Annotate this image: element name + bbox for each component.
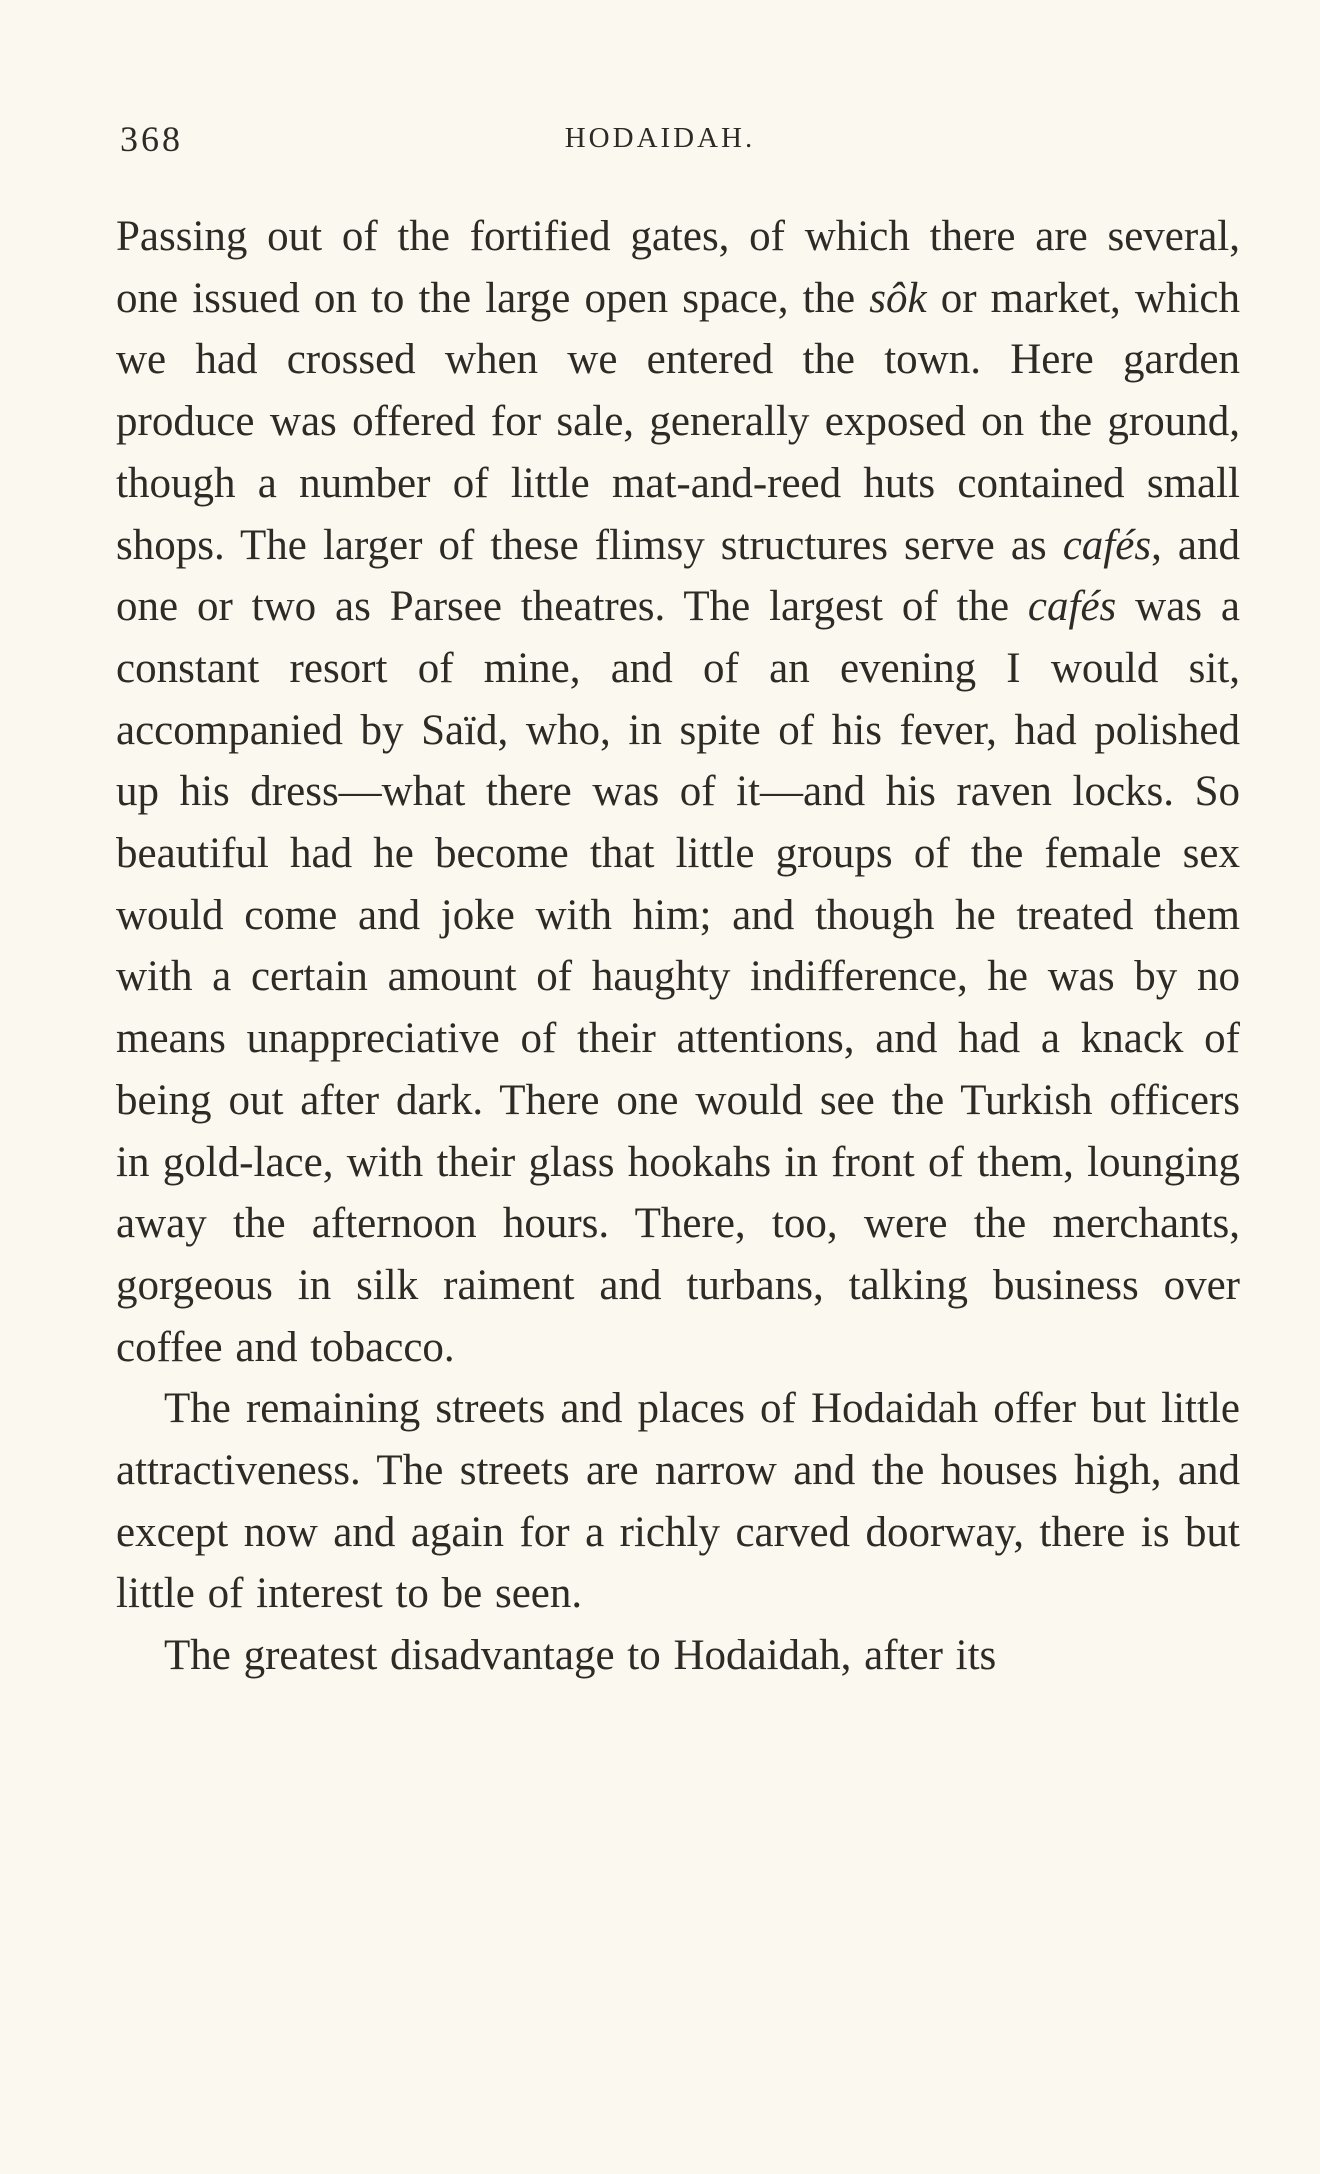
text-segment: , and one or two as Parsee theatres. The largest of the: [116, 521, 1240, 631]
text-segment: Passing out of the fortified gates, of which there are several, one issued on to the large open space, the: [116, 213, 1240, 322]
text-segment: was a constant resort of mine, and of an evening I would sit, accompanied by Saïd, who, in spite of his fever, had polished up his dress—what there was of it—and his raven locks. So beautiful had he become that little groups of the female sex would come and joke with him; and though he treated them with a certain amount of haughty indifference, he was by no means unappreciative of their attentions, and had a knack of being out after dark. There one would see the Turkish officers in gold-lace, with their glass hookahs in front of them, lounging away the afternoon hours. There, too, were the merchants, gorgeous in silk raiment and turbans, talking business over coffee and tobacco.: [116, 583, 1240, 1371]
text-segment: The greatest disadvantage to Hodaidah, after its: [164, 1632, 997, 1680]
paragraph-1: [116, 206, 1240, 1378]
page-number: 368: [120, 119, 183, 159]
italic-term-cafes: cafés: [1027, 583, 1117, 631]
text-segment: or market, which we had crossed when we entered the town. Here garden produce was offered for sale, generally exposed on the ground, though a number of little mat-and-reed huts contained small shops. The larger of these flimsy structures serve as: [116, 274, 1240, 569]
body-text: [116, 206, 1240, 1687]
paragraph-2: [116, 1378, 1240, 1625]
paragraph-3: [116, 1625, 1240, 1687]
italic-term-cafes: cafés: [1062, 521, 1152, 569]
running-head: [120, 118, 1230, 158]
page-header: HODAIDAH.: [564, 122, 756, 154]
text-segment: The remaining streets and places of Hodaidah offer but little attractiveness. The streets are narrow and the houses high, and except now and again for a richly carved doorway, there is but little of interest to be seen.: [116, 1385, 1240, 1618]
italic-term-sok: sôk: [869, 274, 927, 322]
